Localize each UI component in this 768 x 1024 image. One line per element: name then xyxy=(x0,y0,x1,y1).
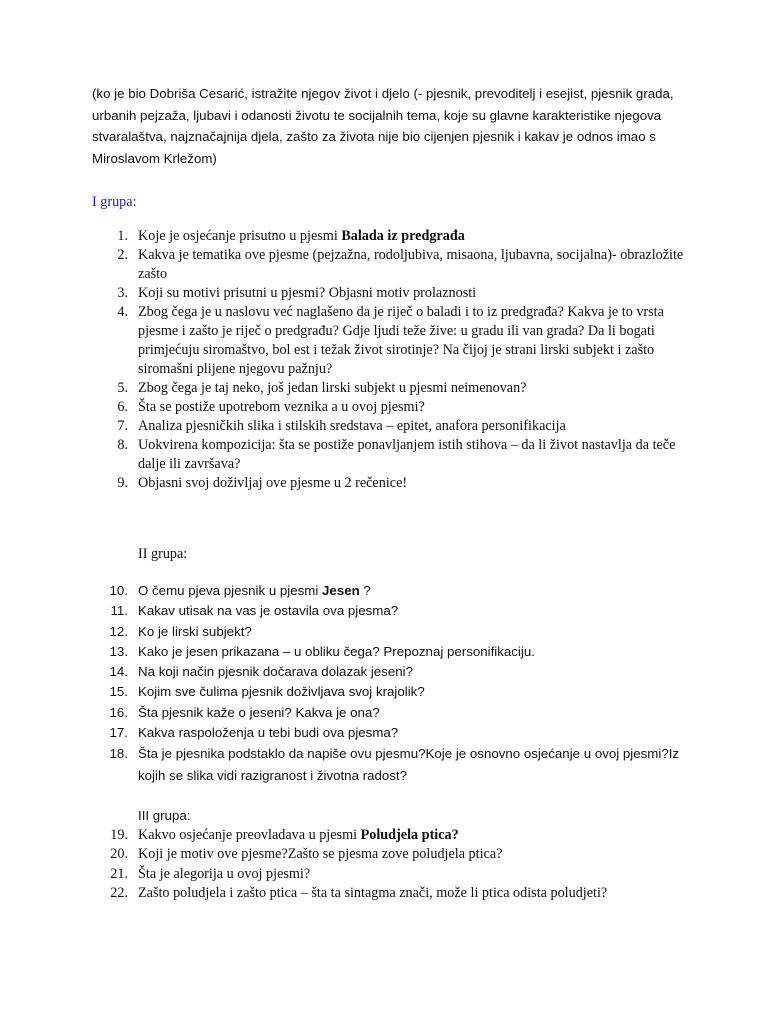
question-item xyxy=(92,845,692,864)
question-text: Kako je jesen prikazana – u obliku čega? Prepoznaj personifikaciju. xyxy=(138,643,535,659)
question-number: 7. xyxy=(117,418,128,434)
question-item xyxy=(92,865,692,884)
question-number: 11. xyxy=(110,603,128,619)
question-item xyxy=(92,284,692,303)
group2-heading: II grupa: xyxy=(138,546,188,562)
question-text: Zbog čega je u naslovu već naglašeno da je riječ o baladi i to iz predgrađa? Kakva je to vrsta pjesme i zašto je riječ o predgrađu? Gdje ljudi teže žive: u gradu ili van grada? Da li bogati primjećuju siromaštvo, bol est i težak život sirotinje? Na čijoj je strani lirski subjekt i zašto siromašni plijene njegovu pažnju? xyxy=(138,304,664,377)
question-item xyxy=(92,682,692,702)
question-number: 20. xyxy=(110,846,128,863)
question-number: 10. xyxy=(109,583,128,598)
question-text: Zbog čega je taj neko, još jedan lirski subjekt u pjesmi neimenovan? xyxy=(138,380,527,396)
group3-heading: III grupa: xyxy=(138,808,191,823)
question-item xyxy=(92,379,692,398)
question-item xyxy=(92,723,692,743)
poem-title: Poludjela ptica? xyxy=(360,827,459,843)
question-text: Šta je pjesnika podstaklo da napiše ovu pjesmu?Koje je osnovno osjećanje u ovoj pjesmi?Iz kojih se slika vidi razigranost i životna radost? xyxy=(138,746,680,783)
question-item xyxy=(92,436,692,474)
question-number: 14. xyxy=(109,664,128,680)
question-text-suffix: ? xyxy=(359,583,371,598)
question-text: Koje je osjećanje prisutno u pjesmi xyxy=(138,228,342,244)
question-item xyxy=(92,662,692,682)
question-text: Objasni svoj doživljaj ove pjesme u 2 rečenice! xyxy=(138,475,408,491)
question-text: Uokvirena kompozicija: šta se postiže ponavljanjem istih stihova – da li život nastavlja da teče dalje ili završava? xyxy=(138,437,676,472)
question-text: Kakav utisak na vas je ostavila ova pjesma? xyxy=(138,603,399,619)
question-number: 4. xyxy=(117,304,128,320)
question-item xyxy=(92,703,692,723)
question-text: Šta je alegorija u ovoj pjesmi? xyxy=(138,865,311,882)
question-number: 2. xyxy=(117,247,128,263)
question-number: 9. xyxy=(117,475,128,491)
question-text: O čemu pjeva pjesnik u pjesmi xyxy=(138,583,323,598)
question-item xyxy=(92,642,692,662)
question-text: Analiza pjesničkih slika i stilskih sredstava – epitet, anafora personifikacija xyxy=(138,418,566,434)
question-number: 8. xyxy=(117,437,128,453)
question-number: 21. xyxy=(110,865,128,882)
question-text: Koji su motivi prisutni u pjesmi? Objasni motiv prolaznosti xyxy=(138,285,477,301)
question-number: 15. xyxy=(109,684,128,700)
question-number: 17. xyxy=(109,725,128,741)
question-item xyxy=(92,581,692,601)
question-number: 22. xyxy=(110,885,128,902)
question-item xyxy=(92,601,692,621)
question-number: 3. xyxy=(117,285,128,301)
question-item xyxy=(92,884,692,903)
question-number: 1. xyxy=(117,228,128,244)
question-item xyxy=(92,417,692,436)
question-number: 12. xyxy=(109,623,128,639)
question-item xyxy=(92,227,692,246)
question-number: 19. xyxy=(110,827,128,843)
question-item xyxy=(92,303,692,379)
intro-paragraph: (ko je bio Dobriša Cesarić, istražite njegov život i djelo (- pjesnik, prevoditelj i esejist, pjesnik grada, urbanih pejzaža, ljubavi i odanosti životu te socijalnih tema, koje su glavne karakteristike njegova stvaralaštva, najznačajnija djela, zašto za života nije bio cijenjen pjesnik i kakav je odnos imao s Miroslavom Krležom) xyxy=(92,86,674,166)
question-item xyxy=(92,398,692,417)
question-text: Ko je lirski subjekt? xyxy=(138,623,252,639)
group1-question-list xyxy=(92,227,692,493)
question-text: Kakva je tematika ove pjesme (pejzažna, rodoljubiva, misaona, ljubavna, socijalna)- obrazložite zašto xyxy=(138,247,684,282)
question-item xyxy=(92,474,692,493)
question-item xyxy=(92,743,692,786)
question-text: Šta se postiže upotrebom veznika a u ovoj pjesmi? xyxy=(138,399,425,415)
question-number: 13. xyxy=(109,643,128,659)
group3-question-list xyxy=(92,826,692,904)
poem-title: Jesen xyxy=(322,583,360,598)
question-number: 16. xyxy=(109,704,128,720)
question-item xyxy=(92,826,692,845)
question-number: 5. xyxy=(117,380,128,396)
question-text: Zašto poludjela i zašto ptica – šta ta sintagma znači, može li ptica odista poludjeti? xyxy=(138,885,608,902)
question-text: Koji je motiv ove pjesme?Zašto se pjesma zove poludjela ptica? xyxy=(138,846,503,863)
group1-heading: I grupa: xyxy=(92,194,137,210)
question-item xyxy=(92,246,692,284)
question-text: Šta pjesnik kaže o jeseni? Kakva je ona? xyxy=(138,704,380,720)
question-number: 6. xyxy=(117,399,128,415)
question-item xyxy=(92,622,692,642)
question-text: Kakva raspoloženja u tebi budi ova pjesma? xyxy=(138,725,399,741)
group2-question-list xyxy=(92,581,692,786)
question-text: Kakvo osjećanje preovladava u pjesmi xyxy=(138,827,361,843)
poem-title: Balada iz predgrađa xyxy=(341,228,465,244)
question-text: Na koji način pjesnik dočarava dolazak jeseni? xyxy=(138,664,413,680)
question-number: 18. xyxy=(109,746,128,762)
question-text: Kojim sve čulima pjesnik doživljava svoj krajolik? xyxy=(138,684,425,700)
